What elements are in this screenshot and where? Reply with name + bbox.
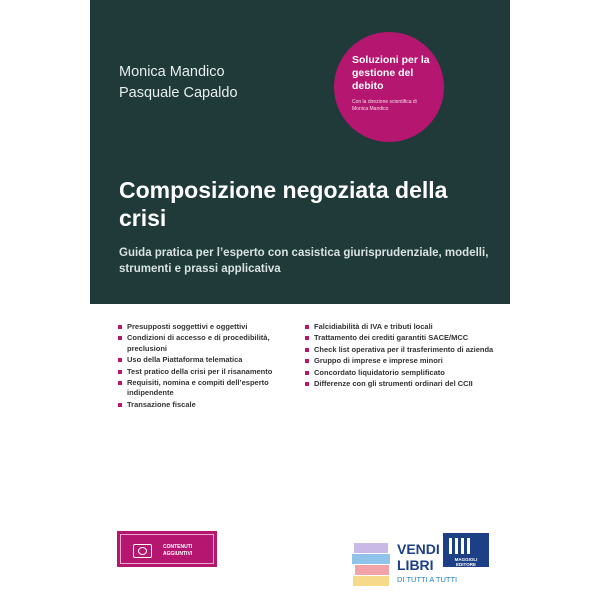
topic-item: Differenze con gli strumenti ordinari del CCII (305, 379, 495, 389)
cover-top-band (90, 0, 510, 304)
vendilibri-watermark (347, 533, 497, 589)
book-subtitle: Guida pratica per l’esperto con casistica giurisprudenziale, modelli, strumenti e prassi applicativa (119, 247, 489, 275)
authors (119, 62, 238, 104)
author-name: Monica Mandico (119, 64, 225, 80)
topic-item: Trattamento dei crediti garantiti SACE/MCC (305, 333, 495, 343)
content-box-frame (120, 534, 214, 564)
vendilibri-wordmark (397, 541, 440, 573)
topic-item: Test pratico della crisi per il risanamento (118, 367, 298, 377)
publisher-logo-icon (449, 538, 471, 554)
book-title: Composizione negoziata della crisi (119, 177, 448, 231)
topic-item: Transazione fiscale (118, 400, 298, 410)
series-direction: Con la direzione scientifica di Monica Mandico (352, 99, 417, 112)
publisher-logo (443, 533, 489, 567)
vendilibri-tagline: DI TUTTI A TUTTI (397, 575, 458, 584)
author-name: Pasquale Capaldo (119, 85, 238, 101)
publisher-logo-text: MAGGIOLI EDITORE (454, 557, 478, 567)
topic-item: Condizioni di accesso e di procedibilità, preclusioni (118, 333, 298, 354)
topic-item: Uso della Piattaforma telematica (118, 355, 298, 365)
book-cover (90, 0, 510, 600)
series-badge (334, 32, 444, 142)
topic-item: Gruppo di imprese e imprese minori (305, 356, 495, 366)
vendilibri-line: VENDI (397, 541, 440, 557)
content-box-label: CONTENUTI AGGIUNTIVI (163, 544, 193, 557)
series-title: Soluzioni per la gestione del debito (352, 54, 430, 92)
topics-right-column (305, 322, 495, 390)
vendilibri-line: LIBRI (397, 557, 434, 573)
books-stack-icon (352, 543, 392, 587)
topic-item: Requisiti, nomina e compiti dell’esperto indipendente (118, 378, 298, 399)
additional-content-box (117, 531, 217, 567)
topic-item: Concordato liquidatorio semplificato (305, 368, 495, 378)
disc-icon (133, 544, 152, 558)
topic-item: Falcidiabilità di IVA e tributi locali (305, 322, 495, 332)
topic-item: Presupposti soggettivi e oggettivi (118, 322, 298, 332)
topics-left-column (118, 322, 298, 411)
topic-item: Check list operativa per il trasferimento di azienda (305, 345, 495, 355)
